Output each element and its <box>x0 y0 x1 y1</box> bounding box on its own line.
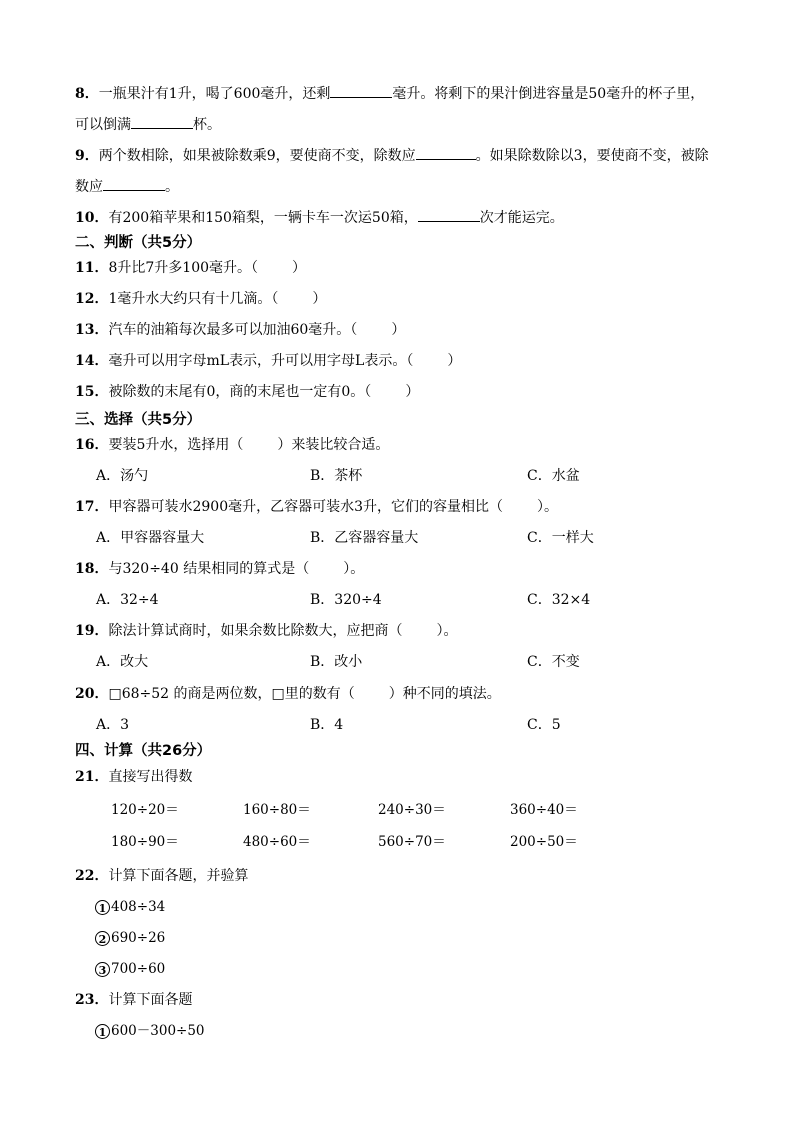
expression: 600－300÷50 <box>111 1023 205 1039</box>
question-text: 与320÷40 结果相同的算式是（ <box>108 561 310 577</box>
question-text: 数应 <box>75 179 103 195</box>
option-a[interactable]: A．32÷4 <box>96 592 159 608</box>
question-number: 16． <box>75 437 109 453</box>
question-number: 19． <box>75 623 109 639</box>
question-text: ）来装比较合适。 <box>277 437 390 453</box>
question-number: 15． <box>75 384 109 400</box>
question-text: □68÷52 的商是两位数，□里的数有（ <box>108 686 355 702</box>
question-text: ）种不同的填法。 <box>388 686 501 702</box>
calc-item: 120÷20＝ <box>111 802 179 818</box>
calc-item: 480÷60＝ <box>243 834 311 850</box>
question-23 <box>75 991 754 1009</box>
calc-item: 200÷50＝ <box>510 834 578 850</box>
question-text: 次才能运完。 <box>479 210 564 226</box>
question-text: 除法计算试商时，如果余数比除数大，应把商（ <box>108 623 403 639</box>
circled-number: 2 <box>95 931 110 946</box>
question-20 <box>75 685 754 703</box>
expression: 690÷26 <box>111 930 166 946</box>
option-b[interactable]: B．乙容器容量大 <box>310 530 419 546</box>
question-number: 21． <box>75 769 109 785</box>
answer-blank[interactable] <box>131 114 193 129</box>
answer-blank[interactable] <box>418 207 480 222</box>
option-a[interactable]: A．3 <box>96 717 130 733</box>
question-text: ）。 <box>436 623 458 639</box>
answer-blank[interactable] <box>330 83 392 98</box>
question-text: 要装5升水，选择用（ <box>108 437 244 453</box>
sub-item <box>95 960 165 978</box>
option-c[interactable]: C．32×4 <box>527 592 591 608</box>
question-text: 被除数的末尾有0，商的末尾也一定有0。（ <box>108 384 372 400</box>
question-text: 汽车的油箱每次最多可以加油60毫升。（ <box>108 322 358 338</box>
section-2-heading: 二、判断（共5分） <box>75 235 202 251</box>
question-text: 。 <box>165 179 179 195</box>
question-15 <box>75 383 754 401</box>
question-9-line-1 <box>75 145 754 165</box>
question-text: ）。 <box>343 561 365 577</box>
close-paren: ） <box>312 291 327 307</box>
question-title: 计算下面各题 <box>108 992 193 1008</box>
question-number: 18． <box>75 561 109 577</box>
question-21 <box>75 768 754 786</box>
option-b[interactable]: B．4 <box>310 717 344 733</box>
question-12 <box>75 290 754 308</box>
option-b[interactable]: B．茶杯 <box>310 468 363 484</box>
question-text: 有200箱苹果和150箱梨，一辆卡车一次运50箱， <box>108 210 418 226</box>
question-text: 8升比7升多100毫升。（ <box>108 260 259 276</box>
question-number: 20． <box>75 686 109 702</box>
question-text: 甲容器可装水2900毫升，乙容器可装水3升，它们的容量相比（ <box>108 499 504 515</box>
question-19 <box>75 622 754 640</box>
question-number: 22． <box>75 868 109 884</box>
question-number: 13． <box>75 322 109 338</box>
question-text: 1毫升水大约只有十几滴。（ <box>108 291 279 307</box>
question-8-line-2 <box>75 114 754 134</box>
answer-blank[interactable] <box>416 145 476 160</box>
question-9-line-2 <box>75 176 754 196</box>
sub-item <box>95 898 165 916</box>
calc-item: 160÷80＝ <box>243 802 311 818</box>
option-a[interactable]: A．改大 <box>96 654 149 670</box>
calc-item: 560÷70＝ <box>378 834 446 850</box>
option-a[interactable]: A．汤勺 <box>96 468 149 484</box>
option-c[interactable]: C．一样大 <box>527 530 594 546</box>
question-14 <box>75 352 754 370</box>
question-title: 直接写出得数 <box>108 769 193 785</box>
circled-number: 1 <box>95 1024 110 1039</box>
question-13 <box>75 321 754 339</box>
question-text: 可以倒满 <box>75 117 131 133</box>
circled-number: 1 <box>95 900 110 915</box>
question-text: 毫升可以用字母mL表示，升可以用字母L表示。（ <box>108 353 414 369</box>
question-number: 10． <box>75 210 109 226</box>
sub-item <box>95 1022 205 1040</box>
question-16 <box>75 436 754 454</box>
sub-item <box>95 929 165 947</box>
expression: 408÷34 <box>111 899 166 915</box>
option-c[interactable]: C．水盆 <box>527 468 580 484</box>
calc-item: 360÷40＝ <box>510 802 578 818</box>
question-text: 两个数相除，如果被除数乘9，要使商不变，除数应 <box>98 148 416 164</box>
question-text: 。如果除数除以3，要使商不变，被除 <box>475 148 709 164</box>
question-number: 17． <box>75 499 109 515</box>
question-10 <box>75 207 754 227</box>
option-c[interactable]: C．5 <box>527 717 561 733</box>
calc-item: 180÷90＝ <box>111 834 179 850</box>
close-paren: ） <box>292 260 307 276</box>
question-22 <box>75 867 754 885</box>
question-18 <box>75 560 754 578</box>
calc-item: 240÷30＝ <box>378 802 446 818</box>
question-text: ）。 <box>537 499 559 515</box>
question-text: 杯。 <box>193 117 221 133</box>
close-paren: ） <box>447 353 462 369</box>
question-number: 11． <box>75 260 109 276</box>
section-4-heading: 四、计算（共26分） <box>75 743 212 759</box>
question-text: 毫升。将剩下的果汁倒进容量是50毫升的杯子里， <box>392 86 705 102</box>
question-number: 23． <box>75 992 109 1008</box>
section-3-heading: 三、选择（共5分） <box>75 412 202 428</box>
question-number: 9． <box>75 148 99 164</box>
question-8-line-1 <box>75 83 754 103</box>
close-paren: ） <box>391 322 406 338</box>
option-a[interactable]: A．甲容器容量大 <box>96 530 205 546</box>
expression: 700÷60 <box>111 961 166 977</box>
question-text: 一瓶果汁有1升，喝了600毫升，还剩 <box>98 86 331 102</box>
circled-number: 3 <box>95 962 110 977</box>
question-number: 14． <box>75 353 109 369</box>
option-b[interactable]: B．改小 <box>310 654 363 670</box>
question-number: 8． <box>75 86 99 102</box>
question-17 <box>75 498 754 516</box>
option-b[interactable]: B．320÷4 <box>310 592 382 608</box>
answer-blank[interactable] <box>103 176 165 191</box>
question-title: 计算下面各题，并验算 <box>108 868 249 884</box>
option-c[interactable]: C．不变 <box>527 654 580 670</box>
close-paren: ） <box>405 384 420 400</box>
question-11 <box>75 259 754 277</box>
question-number: 12． <box>75 291 109 307</box>
